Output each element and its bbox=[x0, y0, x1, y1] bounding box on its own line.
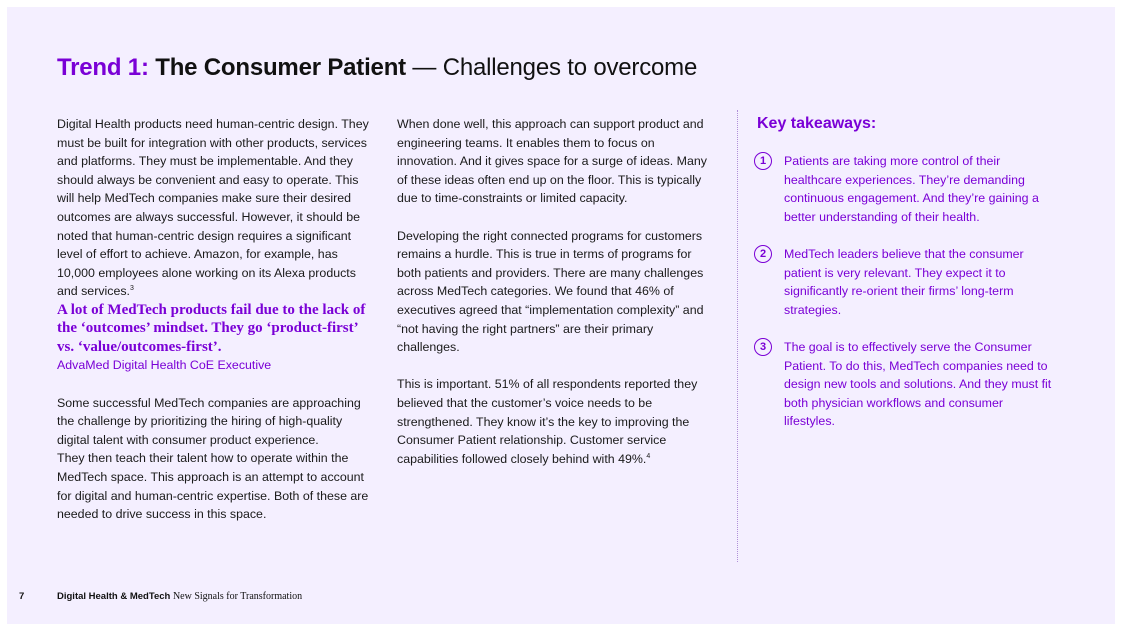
middle-column bbox=[397, 115, 712, 468]
footer-brand-name: Digital Health & MedTech bbox=[57, 591, 171, 602]
middle-paragraph-1: When done well, this approach can support product and engineering teams. It enables them to focus on innovation. And it gives space for a surge of ideas. Many of these ideas often end up on the floor. This is typically due to time-constraints or limited capacity. bbox=[397, 117, 707, 206]
footer-brand bbox=[57, 591, 302, 602]
key-takeaways-list bbox=[754, 152, 1054, 431]
column-divider bbox=[737, 110, 738, 562]
middle-paragraph-2: Developing the right connected programs for customers remains a hurdle. This is true in terms of programs for both patients and providers. There are many challenges across MedTech categories. We found that 46% of executives agreed that “implementation complexity” and “not having the right partners” are their primary challenges. bbox=[397, 228, 704, 355]
number-1-icon: 1 bbox=[754, 152, 772, 170]
number-2-icon: 2 bbox=[754, 245, 772, 263]
page-number: 7 bbox=[19, 591, 25, 602]
takeaway-item bbox=[754, 338, 1054, 431]
trend-topic: The Consumer Patient bbox=[155, 54, 406, 81]
key-takeaways-heading: Key takeaways: bbox=[757, 115, 877, 132]
middle-paragraph-3: This is important. 51% of all respondents reported they believed that the customer’s voice needs to be strengthened. They know it’s the key to improving the Consumer Patient relationship. Customer service capabilities followed closely behind with 49%.$^4$ bbox=[397, 377, 698, 466]
takeaway-item bbox=[754, 152, 1054, 226]
footnote-ref-3: 3 bbox=[130, 285, 134, 293]
left-column bbox=[57, 115, 372, 524]
left-paragraph-3: They then teach their talent how to operate within the MedTech space. This approach is an attempt to account for digital and human-centric expertise. Both of these are needed to drive success in this space. bbox=[57, 451, 369, 522]
page-title bbox=[57, 54, 697, 82]
takeaway-text: The goal is to effectively serve the Consumer Patient. To do this, MedTech companies need to design new tools and solutions. And they must fit both physician workflows and consumer lifestyles. bbox=[784, 339, 1052, 429]
left-paragraph-2: Some successful MedTech companies are approaching the challenge by prioritizing the hiring of high-quality digital talent with consumer product experience. bbox=[57, 395, 361, 447]
quote-attribution: AdvaMed Digital Health CoE Executive bbox=[57, 358, 272, 373]
number-3-icon: 3 bbox=[754, 338, 772, 356]
trend-subtitle: — Challenges to overcome bbox=[412, 54, 698, 81]
takeaway-text: Patients are taking more control of their healthcare experiences. They’re demanding continuous engagement. And they’re gaining a better understanding of their health. bbox=[784, 154, 1039, 224]
pull-quote: A lot of MedTech products fail due to the lack of the ‘outcomes’ mindset. They go ‘product-first’ vs. ‘value/outcomes-first’. bbox=[57, 301, 366, 355]
footer-series: New Signals for Transformation bbox=[172, 591, 303, 602]
trend-label: Trend 1: bbox=[57, 54, 149, 81]
takeaway-text: MedTech leaders believe that the consumer patient is very relevant. They expect it to significantly re-orient their firms’ long-term strategies. bbox=[784, 246, 1024, 317]
takeaway-item bbox=[754, 245, 1054, 319]
footnote-ref-4: 4 bbox=[646, 452, 651, 460]
left-paragraph-1: Digital Health products need human-centric design. They must be built for integration with other products, services and platforms. They must be implementable. And they should always be convenient and easy to operate. This will help MedTech companies make sure their desired outcomes are always successful. However, it should be noted that human-centric design requires a significant level of effort to achieve. Amazon, for example, has 10,000 employees alone working on its Alexa products and services.$^3$ bbox=[57, 117, 369, 299]
